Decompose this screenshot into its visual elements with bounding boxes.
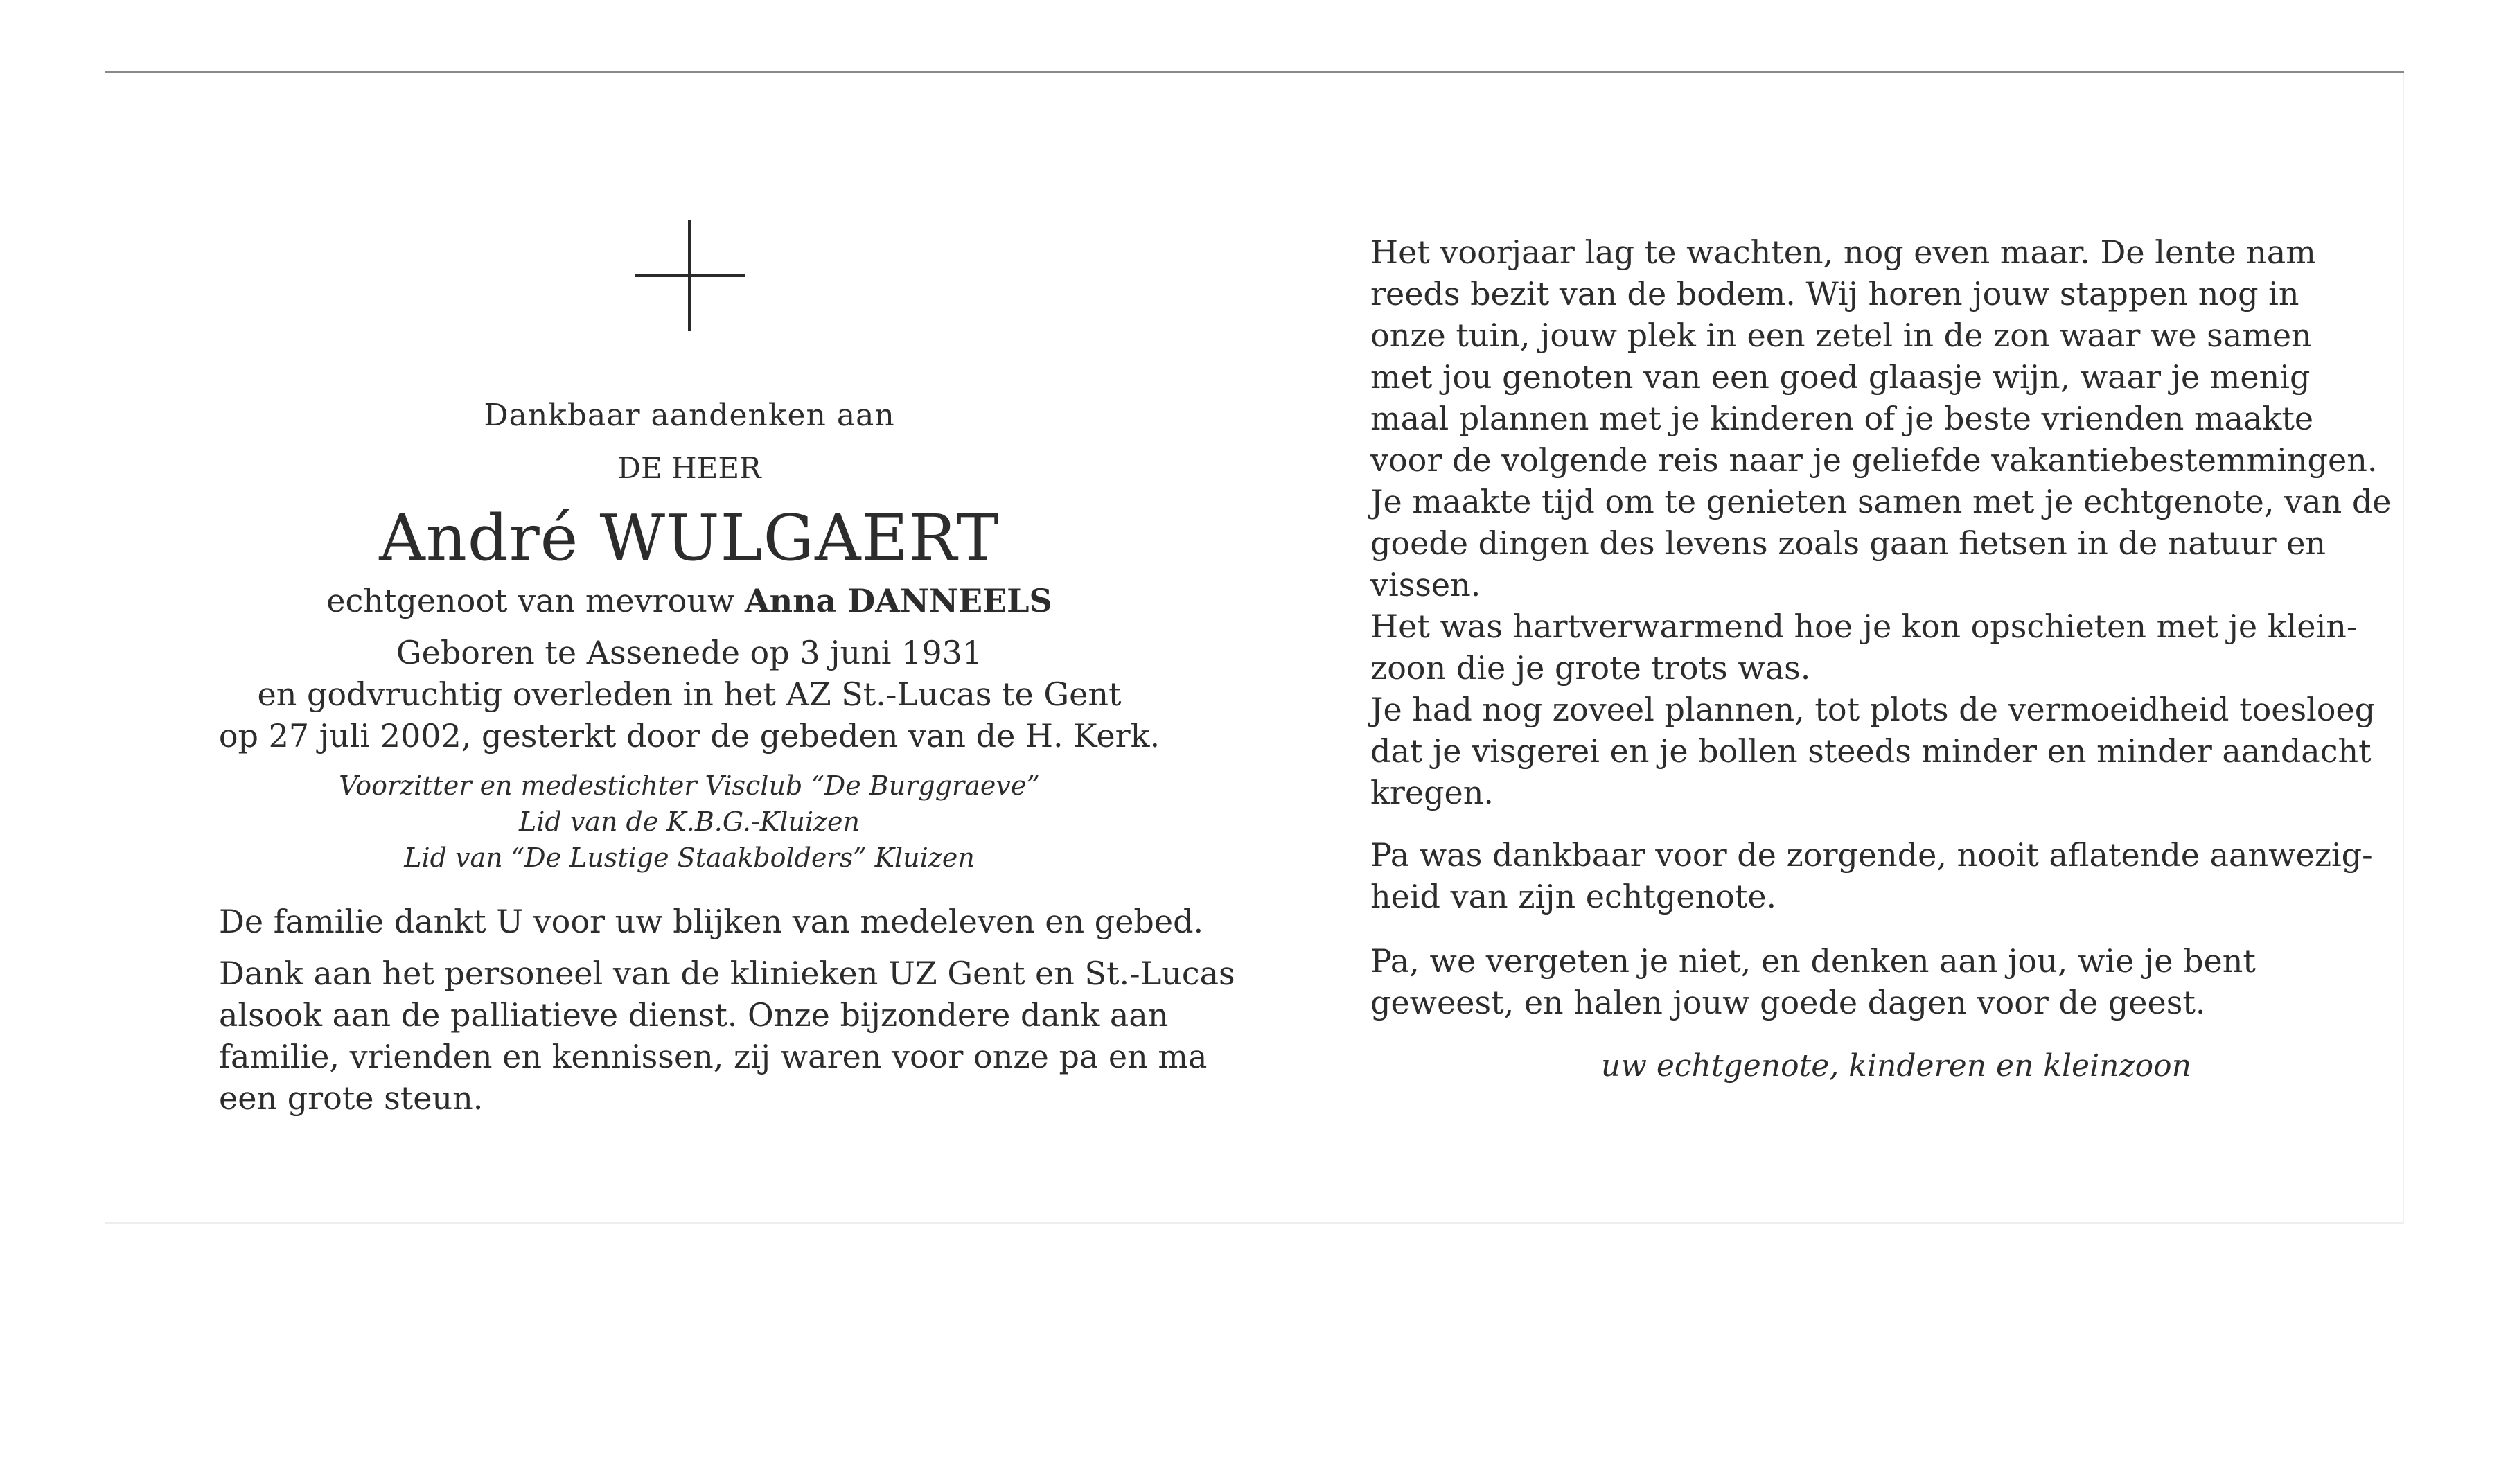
cross-horizontal-bar (635, 274, 745, 277)
card-bottom-edge (105, 1222, 2404, 1224)
staff-thanks (219, 953, 1235, 1119)
memorial-line: goede dingen des levens zoals gaan fietsen in de natuur en (1370, 524, 2326, 562)
memorial-line: onze tuin, jouw plek in een zetel in de zon waar we samen (1370, 317, 2312, 354)
memorial-line: Het voorjaar lag te wachten, nog even maar. De lente nam (1370, 233, 2316, 271)
deceased-name (208, 500, 1171, 576)
staff-thanks-line: familie, vrienden en kennissen, zij waren voor onze pa en ma (219, 1038, 1208, 1075)
family-thanks (219, 901, 1203, 942)
remembrance-heading: Dankbaar aandenken aan (484, 398, 895, 433)
latin-cross-icon (635, 220, 745, 331)
bio-line: op 27 juli 2002, gesterkt door de gebeden van de H. Kerk. (218, 717, 1160, 754)
memorial-line: reeds bezit van de bodem. Wij horen jouw stappen nog in (1370, 275, 2299, 312)
deceased-last-name: WULGAERT (599, 501, 1000, 575)
memorial-line: vissen. (1370, 566, 1481, 603)
memorial-line: Je maakte tijd om te genieten samen met je echtgenote, van de (1370, 483, 2392, 520)
memorial-line: Het was hartverwarmend hoe je kon opschieten met je klein- (1370, 608, 2358, 645)
gratitude-text (1370, 834, 2373, 917)
memorial-line: met jou genoten van een goed glaasje wijn, waar je menig (1370, 358, 2311, 396)
club-line: Lid van de K.B.G.-Kluizen (519, 806, 860, 837)
memorial-line: voor de volgende reis naar je geliefde vakantiebestemmingen. (1370, 441, 2378, 479)
memorial-line: Je had nog zoveel plannen, tot plots de vermoeidheid toesloeg (1370, 691, 2376, 728)
memorial-line: dat je visgerei en je bollen steeds minder en minder aandacht (1370, 732, 2372, 770)
spouse-name: Anna DANNEELS (744, 582, 1052, 619)
staff-thanks-line: Dank aan het personeel van de klinieken UZ Gent en St.-Lucas (219, 955, 1235, 992)
club-line: Lid van “De Lustige Staakbolders” Kluizen (404, 842, 975, 873)
staff-thanks-line: alsook aan de palliatieve dienst. Onze bijzondere dank aan (219, 996, 1169, 1034)
gratitude-line: Pa was dankbaar voor de zorgende, nooit aflatende aanwezig- (1370, 836, 2373, 874)
memorial-line: maal plannen met je kinderen of je beste vrienden maakte (1370, 400, 2314, 437)
deceased-first-name: André (379, 501, 579, 575)
farewell-line: geweest, en halen jouw goede dagen voor de geest. (1370, 984, 2206, 1021)
spouse-line (208, 581, 1171, 621)
farewell-line: Pa, we vergeten je niet, en denken aan jou, wie je bent (1370, 942, 2256, 980)
honorific-title: DE HEER (617, 451, 761, 485)
club-memberships (208, 768, 1171, 876)
signature: uw echtgenote, kinderen en kleinzoon (1600, 1048, 2191, 1084)
bio-line: Geboren te Assenede op 3 juni 1931 (396, 634, 983, 671)
gratitude-line: heid van zijn echtgenote. (1370, 878, 1777, 915)
bio-line: en godvruchtig overleden in het AZ St.-Lucas te Gent (257, 675, 1122, 713)
staff-thanks-line: een grote steun. (219, 1079, 484, 1117)
memorial-line: zoon die je grote trots was. (1370, 649, 1811, 687)
spouse-prefix: echtgenoot van mevrouw (326, 582, 735, 619)
thanks-line: De familie dankt U voor uw blijken van medeleven en gebed. (219, 903, 1204, 940)
biography (208, 632, 1171, 757)
memorial-text (1370, 231, 2392, 813)
farewell-text (1370, 940, 2326, 1023)
card-right-edge (2403, 73, 2404, 1224)
club-line: Voorzitter en medestichter Visclub “De Burggraeve” (339, 770, 1040, 801)
memorial-line: kregen. (1370, 774, 1494, 811)
